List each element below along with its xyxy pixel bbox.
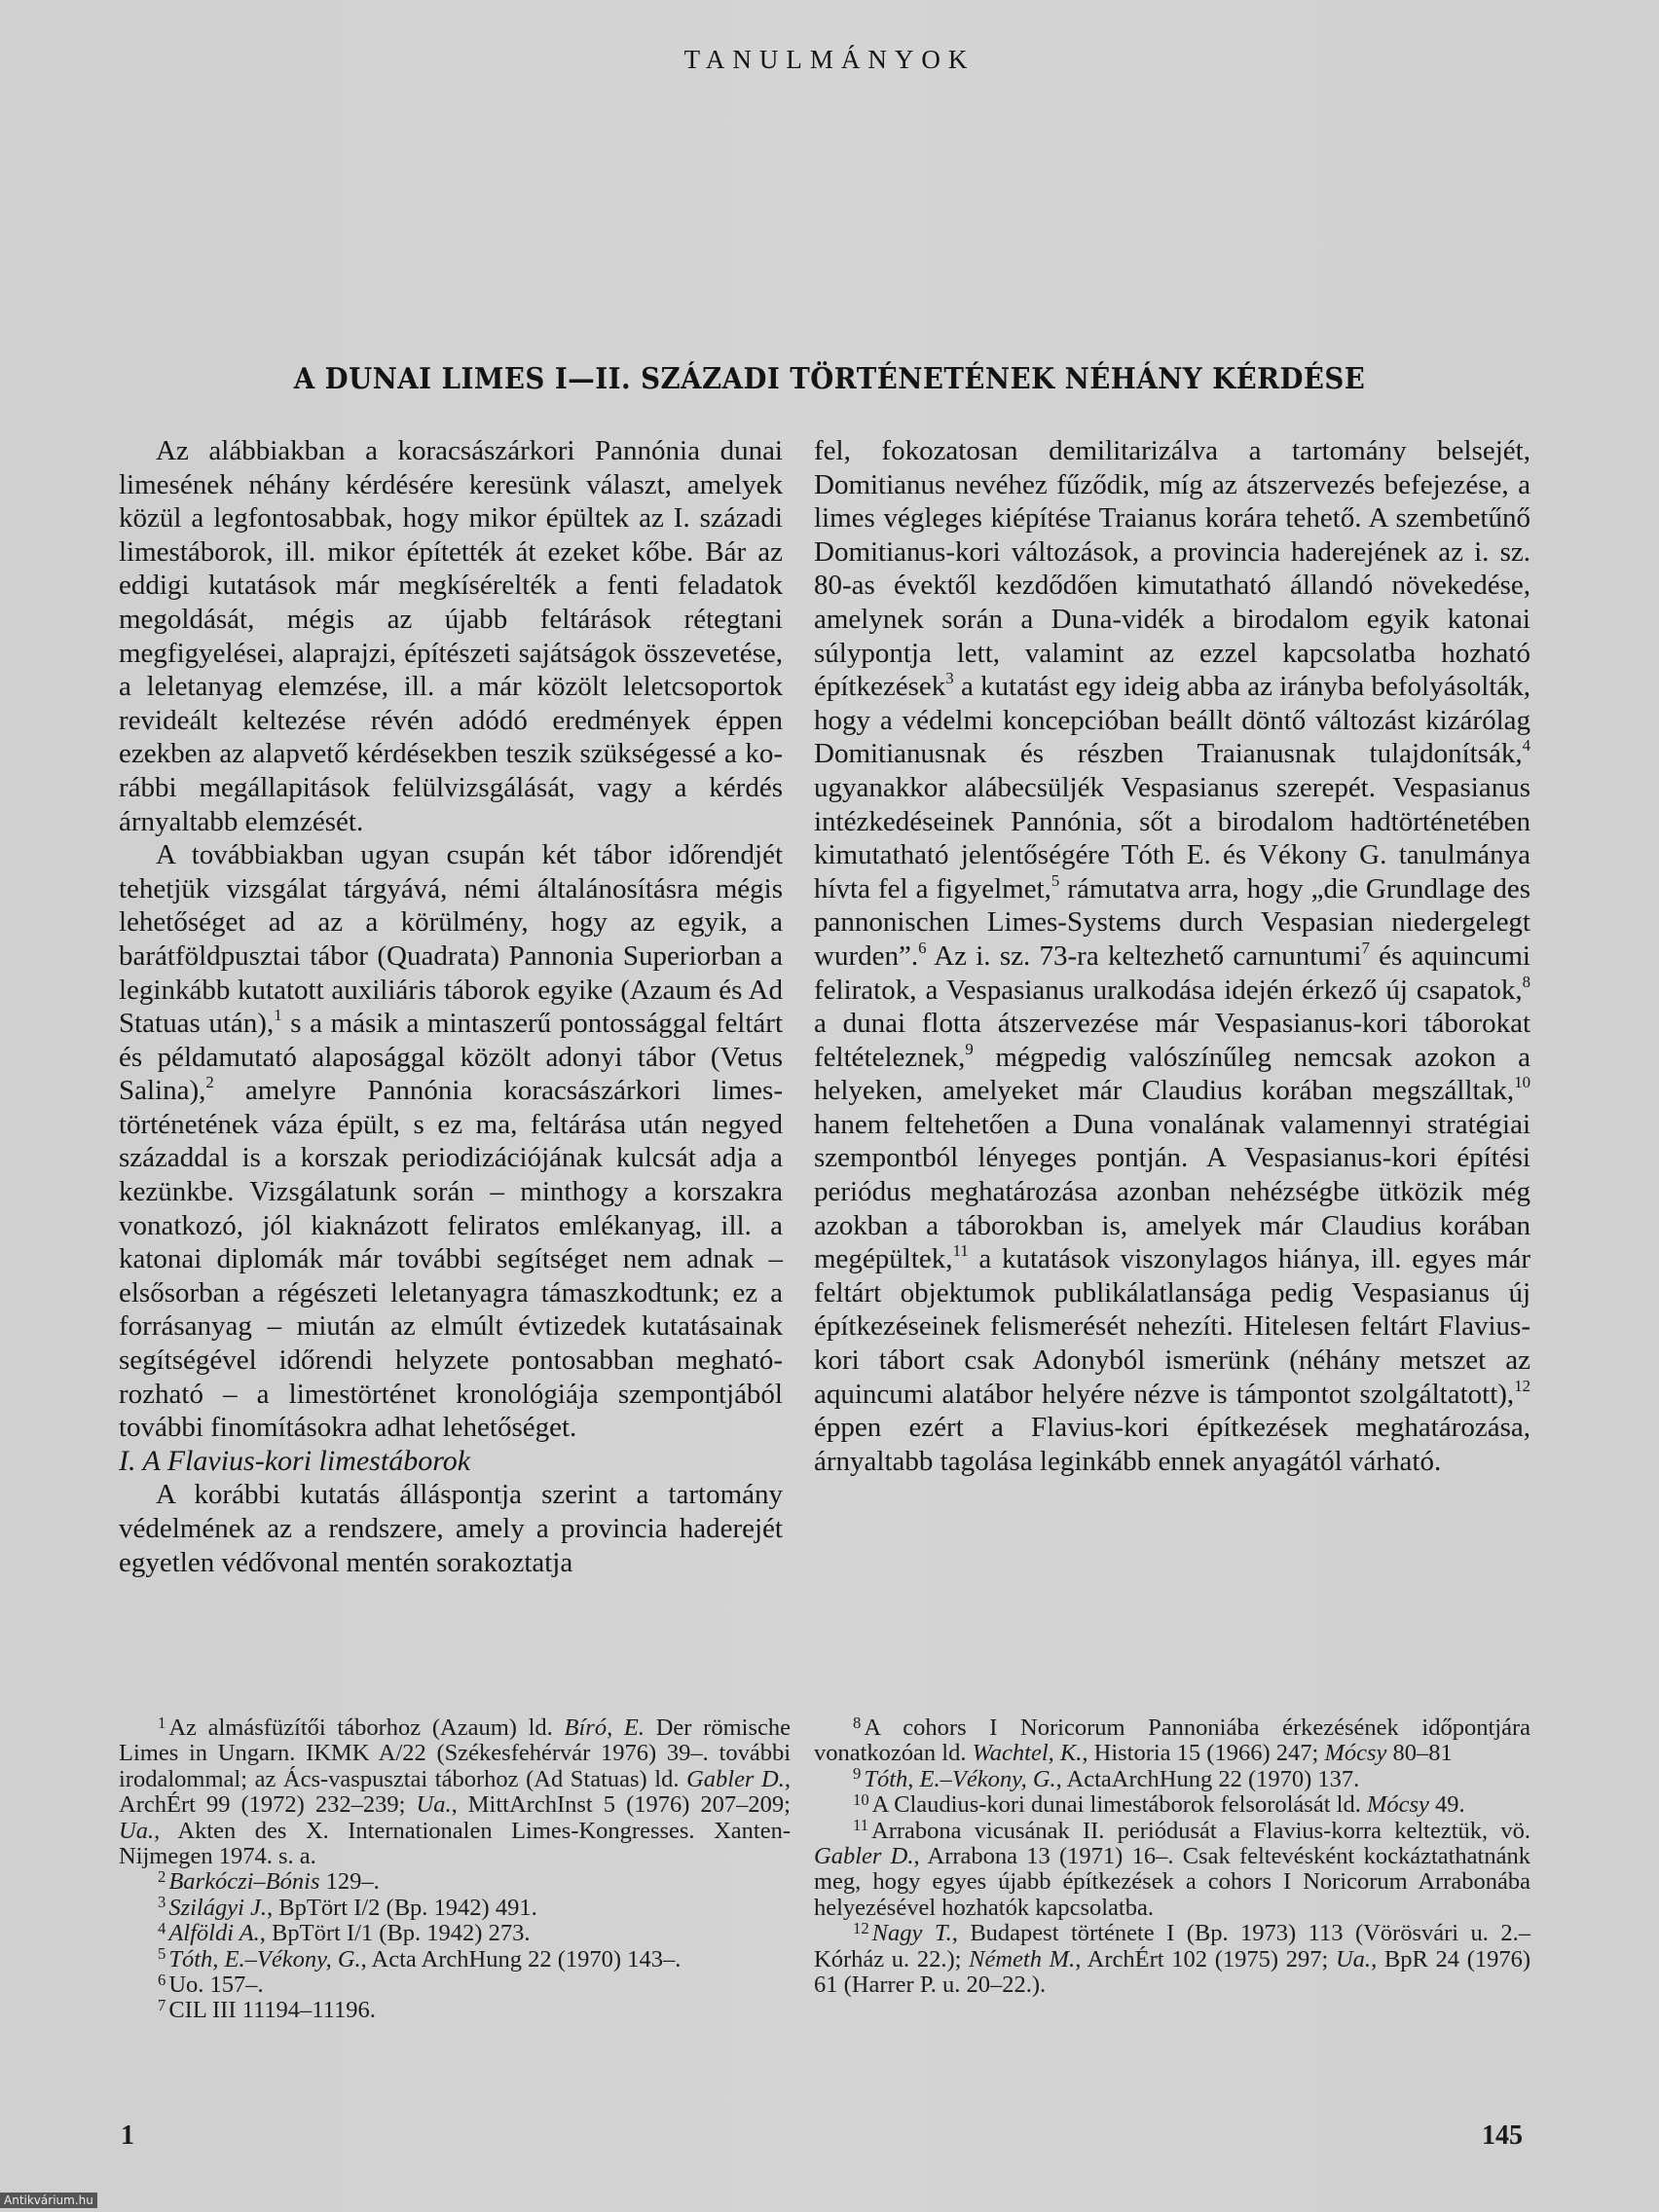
footnote-number: 12 [853, 1918, 869, 1937]
footnote-12 [814, 1918, 1531, 1999]
text-run: ugyanakkor alábecsüljék Vespasianus szerepét. Vespasianus intézkedéseinek Pannónia, sőt a birodalom hadtörténetében kimutatható jelentőségére Tóth E. és Vékony G. tanulmánya hívta fel a figyelmet, [814, 771, 1530, 904]
footnote-4 [119, 1918, 791, 1947]
author-name: Szilágyi J. [168, 1894, 268, 1921]
running-head: TANULMÁNYOK [683, 45, 976, 74]
text-run: , Acta ArchHung 22 (1970) 143–. [360, 1945, 682, 1972]
text-run: rámutatva arra, hogy „die Grundlage des pannonischen Limes-Systems durch Vespasian niedergelegt wurden”. [814, 872, 1530, 972]
section-heading: I. A Flavius-kori limestáborok [119, 1444, 471, 1477]
text-run: hanem feltehetően a Duna vonalának valamennyi stratégiai szempontból lényeges pontján. A Vespasianus-kori építési periódus meghatározása azonban nehézségbe ütközik még azokban a táborokban is, amelyek már Claudius korában megépültek, [814, 1108, 1530, 1275]
text-run: éppen ezért a Flavius-kori építkezések meghatározása, árnyaltabb tagolása leginkább ennek anyagától várható. [814, 1412, 1530, 1477]
footnote-number: 9 [853, 1764, 862, 1784]
footnote-ref-8[interactable]: 8 [1522, 972, 1530, 991]
text-run: , BpTört I/2 (Bp. 1942) 491. [267, 1894, 537, 1921]
footnote-number: 3 [158, 1893, 166, 1912]
author-name: Ua. [119, 1817, 155, 1844]
text-run: A cohors I Noricorum Pannoniába érkezésének időpontjára vonatkozóan ld. [814, 1714, 1530, 1767]
text-run: CIL III 11194–11196. [168, 1997, 376, 2024]
text-run: a kutatást egy ideig abba az irányba befolyásolták, hogy a védelmi koncepcióban beállt döntő változást kizárólag Domitianusnak és részben Traianusnak tulajdonítsák, [814, 671, 1530, 770]
paragraph [119, 838, 783, 1445]
footnote-ref-7[interactable]: 7 [1361, 939, 1370, 958]
footnote-ref-6[interactable]: 6 [918, 939, 927, 958]
page-number: 145 [1482, 2120, 1523, 2151]
footnote-ref-11[interactable]: 11 [952, 1241, 969, 1261]
paragraph [814, 434, 1530, 1478]
footnote-10 [814, 1789, 1530, 1819]
footnote-ref-1[interactable]: 1 [274, 1006, 282, 1025]
signature-mark: 1 [121, 2120, 134, 2151]
author-name: Bíró, E. [564, 1714, 645, 1741]
text-run: , Akten des X. Internationalen Limes-Kongresses. Xanten-Nijmegen 1974. s. a. [119, 1817, 791, 1870]
footnote-number: 11 [853, 1816, 869, 1835]
footnote-ref-3[interactable]: 3 [945, 669, 954, 688]
text-run: Uo. 157–. [168, 1972, 264, 1999]
author-name: Ua. [416, 1791, 452, 1819]
footnote-number: 1 [158, 1713, 166, 1732]
body-column-right [814, 434, 1530, 1478]
text-run: s a másik a mintaszerű pontossággal feltárt és példamutató alaposággal közölt adonyi tábor (Vetus Salina), [119, 1008, 784, 1107]
footnote-8 [814, 1715, 1530, 1767]
author-name: Mócsy [1324, 1740, 1387, 1767]
paragraph: Az alábbiakban a koracsászárkori Pannónia dunai limesének néhány kérdésére keresünk választ, amelyek közül a legfontosabbak, hogy mikor épültek az I. századi limestáborok, ill. mikor építették át ezeket kőbe. Bár az eddigi kutatások már megkísérelték a fenti feladatok megoldását, mégis az újabb feltárások rétegtani megfigyelései, alaprajzi, építészeti sajátságok összevetése, a leletanyag elemzése, ill. a már közölt leletcsoportok revideált keltezése révén adódó eredmények éppen ezekben az alapvető kérdésekben teszik szükségessé a korábbi megállapitások felülvizsgálását, vagy a kérdés árnyaltabb elemzését. [119, 435, 783, 837]
footnote-2 [119, 1866, 791, 1896]
footnote-3 [119, 1893, 791, 1921]
text-run: fel, fokozatosan demilitarizálva a tartomány belsejét, Domitianus nevéhez fűződik, míg az átszervezés befejezése, a limes végleges kiépítése Traianus korára tehető. A szembetűnő Domitianus-kori változások, a provincia haderejének az i. sz. 80-as évektől kezdődően kimutatható állandó növekedése, amelynek során a Duna-vidék a birodalom egyik katonai súlypontja lett, valamint az ezzel kapcsolatba hozható építkezések [814, 435, 1530, 703]
text-run: A Claudius-kori dunai limestáborok felsorolását ld. [871, 1791, 1367, 1819]
text-run: Az i. sz. 73-ra keltezhető carnuntumi [926, 940, 1362, 972]
article-title: A DUNAI LIMES I—II. SZÁZADI TÖRTÉNETÉNEK NÉHÁNY KÉRDÉSE [293, 362, 1366, 396]
author-name: Barkóczi–Bónis [168, 1868, 320, 1896]
footnote-5 [119, 1944, 791, 1972]
text-run: , ArchÉrt 99 (1972) 232–239; [119, 1765, 791, 1819]
author-name: Ua. [1335, 1945, 1372, 1972]
text-run: , Budapest története I (Bp. 1973) 113 (Vörösvári u. 2.–Kórház u. 22.); [814, 1920, 1530, 1972]
footnote-number: 8 [853, 1713, 862, 1732]
text-run: Az almásfüzítői táborhoz (Azaum) ld. [168, 1714, 565, 1741]
footnote-ref-2[interactable]: 2 [205, 1073, 214, 1092]
text-run: , MittArchInst 5 (1976) 207–209; [451, 1791, 791, 1819]
footnote-number: 10 [853, 1789, 869, 1809]
footnote-ref-5[interactable]: 5 [1051, 870, 1060, 890]
footnote-ref-12[interactable]: 12 [1514, 1376, 1530, 1395]
footnotes-left [119, 1715, 791, 2024]
text-run: , Arrabona 13 (1971) 16–. Csak feltevésként kockáztathatnánk meg, hogy egyes újabb építkezések a cohors I Noricorum Arrabonába helyezésével hozhatók kapcsolatba. [814, 1843, 1530, 1921]
footnote-number: 5 [158, 1944, 166, 1964]
text-run: , ArchÉrt 102 (1975) 297; [1075, 1945, 1336, 1972]
text-run: 80–81 [1386, 1740, 1453, 1767]
footnote-9 [814, 1764, 1530, 1792]
text-run: és aquincumi feliratok, a Vespasianus uralkodása idején érkező új csapatok, [814, 940, 1530, 1006]
footnote-number: 7 [158, 1995, 166, 2014]
author-name: Alföldi A. [168, 1920, 260, 1947]
footnote-ref-9[interactable]: 9 [965, 1039, 974, 1058]
text-run: Arrabona vicusának II. periódusát a Flavius-korra kelteztük, vö. [871, 1817, 1530, 1844]
text-run: , Historia 15 (1966) 247; [1082, 1740, 1325, 1767]
paragraph: A korábbi kutatás álláspontja szerint a tartomány védelmének az a rendszere, amely a provincia haderejét egyetlen védővonal mentén sorakoztatja [119, 1479, 783, 1578]
text-run: A továbbiakban ugyan csupán két tábor időrendjét tehetjük vizsgálat tárgyává, némi általánosításra mégis lehetőséget ad az a körülmény, hogy az egyik, a barátföldpusztai tábor (Quadrata) Pannonia Superiorban a leginkább kutatott auxiliáris táborok egyike (Azaum és Ad Statuas után), [119, 839, 783, 1040]
text-run: a kutatások viszonylagos hiánya, ill. egyes már feltárt objektumok publikálatlansága pedig Vespasianus új építkezéseinek felismerését nehezíti. Hitelesen feltárt Flavius-kori tábort csak Adonyból ismerünk (néhány metszet az aquincumi alatábor helyére nézve is támpontot szolgáltatott), [814, 1243, 1530, 1410]
footnote-number: 4 [158, 1918, 166, 1937]
footnotes-right [814, 1715, 1530, 1998]
text-run: , ActaArchHung 22 (1970) 137. [1055, 1765, 1360, 1792]
footnote-6 [119, 1972, 791, 1998]
footnote-7 [119, 1995, 791, 2024]
text-run: amelyre Pannónia koracsászárkori limestörténetének váza épült, s ez ma, feltárása után negyed századdal is a korszak periodizációjának kulcsát adja a kezünkbe. Vizsgálatunk során – minthogy a korszakra vonatkozó, jól kiaknázott feliratos emlékanyag, ill. a katonai diplomák már további segítséget nem adnak – elsősorban a régészeti leletanyagra támaszkodtunk; ez a forrásanyag – miután az elmúlt évtizedek kutatásainak segítségével időrendi helyzete pontosabban meghatórozható – a limestörténet kronológiája szempontjából további finomításokra adhat lehetőséget. [119, 1075, 783, 1444]
footnote-number: 2 [158, 1866, 166, 1886]
text-run: 129–. [319, 1868, 380, 1896]
text-run: mégpedig valószínűleg nemcsak azokon a helyeken, amelyeket már Claudius korában megszálltak, [814, 1041, 1530, 1107]
author-name: Nagy T. [871, 1920, 952, 1947]
text-run: 49. [1428, 1791, 1465, 1819]
footnote-number: 6 [158, 1970, 166, 1989]
body-column-left [119, 434, 783, 1579]
author-name: Gabler D. [686, 1765, 785, 1792]
footnote-ref-4[interactable]: 4 [1522, 736, 1530, 756]
author-name: Tóth, E.–Vékony, G. [864, 1765, 1056, 1792]
author-name: Mócsy [1366, 1791, 1429, 1819]
text-run: , BpR 24 (1976) 61 (Harrer P. u. 20–22.). [814, 1945, 1531, 1999]
author-name: Németh M. [969, 1945, 1076, 1972]
text-run: Der römische Limes in Ungarn. IKMK A/22 (Székesfehérvár 1976) 39–. további irodalommal; az Ács-vaspusztai táborhoz (Ad Statuas) ld. [119, 1714, 791, 1792]
text-run: , BpTört I/1 (Bp. 1942) 273. [259, 1920, 531, 1947]
footnote-11 [814, 1816, 1530, 1922]
text-run: a dunai flotta átszervezése már Vespasianus-kori táborokat feltételeznek, [814, 1008, 1530, 1073]
author-name: Gabler D. [814, 1843, 914, 1870]
author-name: Tóth, E.–Vékony, G. [168, 1945, 361, 1972]
author-name: Wachtel, K. [972, 1740, 1083, 1767]
footnote-ref-10[interactable]: 10 [1514, 1073, 1530, 1092]
footnote-1 [119, 1715, 791, 1869]
watermark: Antikvárium.hu [0, 2193, 97, 2208]
